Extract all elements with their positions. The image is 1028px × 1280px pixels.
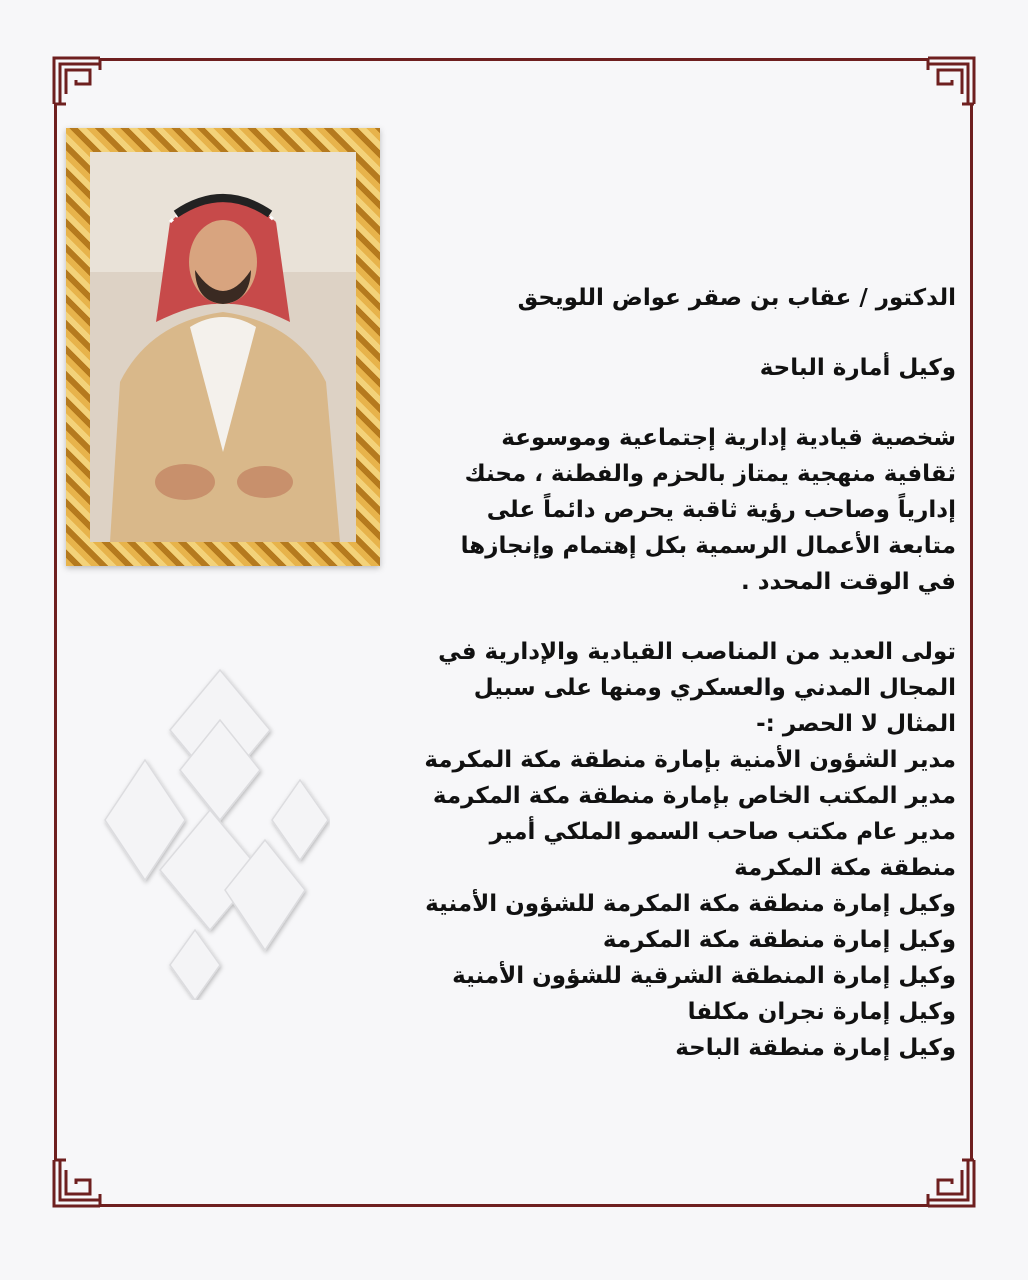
bio-line: إدارياً وصاحب رؤية ثاقبة يحرص دائماً على bbox=[486, 497, 956, 523]
biography-text bbox=[356, 280, 956, 1066]
position-item: منطقة مكة المكرمة bbox=[734, 855, 956, 881]
decorative-diamonds-icon bbox=[100, 660, 330, 1000]
corner-ornament-icon bbox=[50, 1156, 104, 1210]
position-item: وكيل إمارة منطقة الباحة bbox=[675, 1035, 956, 1061]
career-intro bbox=[356, 634, 956, 742]
portrait-photo bbox=[66, 128, 380, 566]
positions-list bbox=[356, 742, 956, 1066]
frame-right-border bbox=[970, 104, 973, 1160]
career-intro-line: المجال المدني والعسكري ومنها على سبيل bbox=[473, 675, 956, 701]
career-intro-line: المثال لا الحصر :- bbox=[756, 711, 956, 737]
position-item: وكيل إمارة منطقة مكة المكرمة للشؤون الأمنية bbox=[425, 891, 956, 917]
bio-line: متابعة الأعمال الرسمية بكل إهتمام وإنجازها bbox=[460, 533, 956, 559]
person-name: الدكتور / عقاب بن صقر عواض اللويحق bbox=[517, 285, 956, 311]
position-item: وكيل إمارة المنطقة الشرقية للشؤون الأمنية bbox=[452, 963, 956, 989]
position-item: مدير عام مكتب صاحب السمو الملكي أمير bbox=[489, 819, 956, 845]
frame-left-border bbox=[54, 104, 57, 1160]
bio-line: ثقافية منهجية يمتاز بالحزم والفطنة ، محنك bbox=[464, 461, 956, 487]
frame-bottom-border bbox=[100, 1204, 928, 1207]
bio-line: شخصية قيادية إدارية إجتماعية وموسوعة bbox=[501, 425, 956, 451]
position-item: وكيل إمارة نجران مكلفا bbox=[687, 999, 956, 1025]
portrait-figure-icon bbox=[90, 152, 356, 542]
person-position: وكيل أمارة الباحة bbox=[759, 355, 956, 381]
position-item: وكيل إمارة منطقة مكة المكرمة bbox=[602, 927, 956, 953]
position-item: مدير الشؤون الأمنية بإمارة منطقة مكة المكرمة bbox=[424, 747, 956, 773]
bio-paragraph bbox=[356, 420, 956, 600]
career-intro-line: تولى العديد من المناصب القيادية والإدارية في bbox=[438, 639, 956, 665]
corner-ornament-icon bbox=[50, 54, 104, 108]
corner-ornament-icon bbox=[924, 54, 978, 108]
frame-top-border bbox=[100, 58, 928, 61]
corner-ornament-icon bbox=[924, 1156, 978, 1210]
position-item: مدير المكتب الخاص بإمارة منطقة مكة المكرمة bbox=[432, 783, 956, 809]
bio-line: في الوقت المحدد . bbox=[740, 569, 956, 595]
